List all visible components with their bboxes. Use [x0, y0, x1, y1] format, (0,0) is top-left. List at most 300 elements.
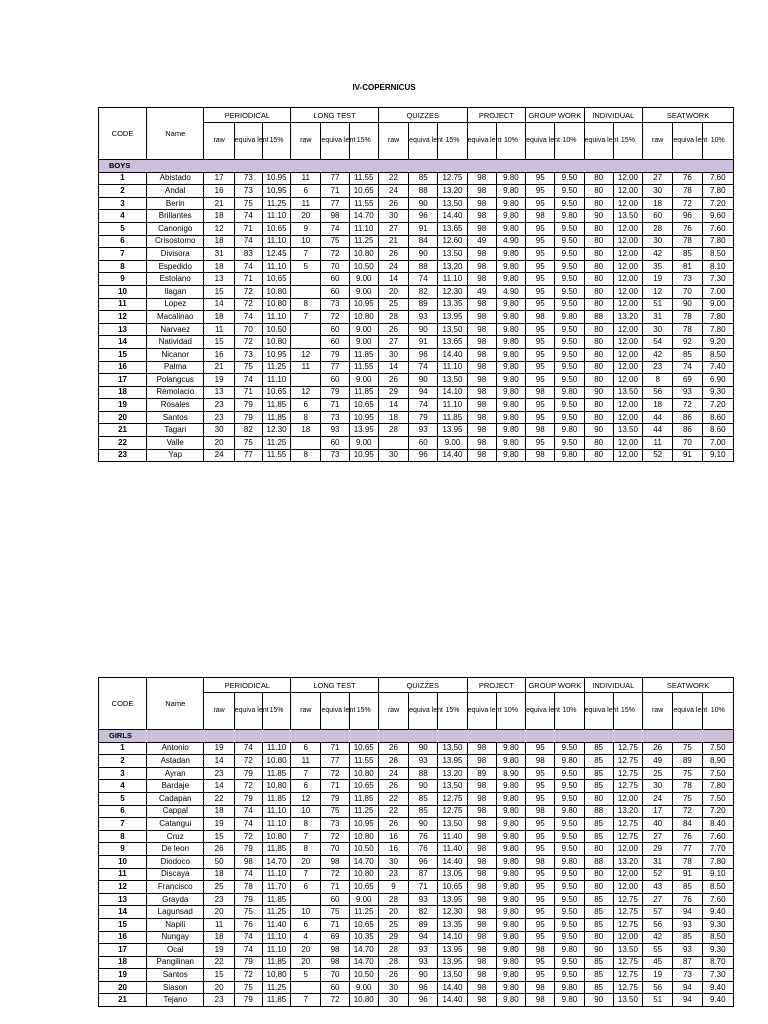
score-cell: 10.65	[262, 273, 290, 286]
score-cell: 95	[526, 881, 555, 894]
score-cell: 85	[584, 830, 613, 843]
score-cell: 98	[321, 956, 349, 969]
score-cell: 30	[378, 855, 408, 868]
score-cell: 20	[291, 944, 321, 957]
student-name: Nungay	[147, 931, 204, 944]
score-cell: 10.95	[349, 298, 378, 311]
score-cell: 11.40	[438, 830, 467, 843]
score-cell: 95	[526, 348, 555, 361]
score-cell: 9.80	[555, 386, 584, 399]
score-cell: 71	[321, 918, 349, 931]
score-cell: 71	[321, 185, 349, 198]
score-cell: 76	[673, 222, 702, 235]
score-cell: 93	[409, 755, 438, 768]
score-cell: 80	[584, 931, 613, 944]
score-cell: 9.80	[555, 805, 584, 818]
student-code: 1	[99, 742, 147, 755]
score-cell: 11.10	[262, 260, 290, 273]
score-cell: 12.00	[613, 197, 642, 210]
score-cell: 51	[643, 298, 673, 311]
score-cell: 9.80	[555, 944, 584, 957]
table-row	[99, 780, 734, 793]
score-cell: 95	[526, 830, 555, 843]
student-code: 5	[99, 222, 147, 235]
score-cell: 27	[643, 893, 673, 906]
score-cell: 13	[204, 273, 234, 286]
score-cell: 16	[204, 185, 234, 198]
score-cell: 12.75	[613, 755, 642, 768]
student-code: 15	[99, 918, 147, 931]
score-cell: 13.50	[438, 197, 467, 210]
score-cell: 9	[291, 222, 321, 235]
score-cell: 95	[526, 197, 555, 210]
score-cell: 21	[378, 235, 408, 248]
score-cell: 26	[378, 969, 408, 982]
student-code: 12	[99, 311, 147, 324]
score-cell: 18	[204, 311, 234, 324]
score-cell: 9.80	[555, 755, 584, 768]
score-cell: 9.80	[496, 855, 525, 868]
score-cell: 95	[526, 248, 555, 261]
sub-header: 10%	[496, 123, 525, 160]
score-cell: 80	[584, 260, 613, 273]
score-cell: 98	[467, 780, 496, 793]
score-cell: 9.50	[555, 348, 584, 361]
score-cell: 78	[673, 323, 702, 336]
score-cell: 13.50	[613, 944, 642, 957]
score-cell: 95	[526, 298, 555, 311]
student-name: Siason	[147, 981, 204, 994]
score-cell: 12.30	[438, 906, 467, 919]
periodical-header: PERIODICAL	[204, 108, 291, 123]
score-cell: 11.10	[262, 805, 290, 818]
score-cell: 12.00	[613, 273, 642, 286]
score-cell: 8	[643, 374, 673, 387]
sub-header: equiva lent	[673, 693, 702, 730]
score-cell: 18	[291, 424, 321, 437]
score-cell: 9.50	[555, 906, 584, 919]
student-name: Espedido	[147, 260, 204, 273]
score-cell: 94	[673, 906, 702, 919]
score-cell: 12.00	[613, 437, 642, 450]
table-row	[99, 336, 734, 349]
score-cell: 9.00	[349, 323, 378, 336]
score-cell: 98	[467, 843, 496, 856]
score-cell: 75	[673, 742, 702, 755]
score-cell: 74	[409, 361, 438, 374]
score-cell: 12.75	[438, 792, 467, 805]
score-cell: 30	[643, 235, 673, 248]
score-cell: 18	[204, 931, 234, 944]
score-cell: 13.50	[438, 374, 467, 387]
score-cell: 79	[321, 386, 349, 399]
student-name: Astadan	[147, 755, 204, 768]
score-cell: 26	[378, 248, 408, 261]
score-cell: 85	[673, 881, 702, 894]
score-cell: 19	[643, 273, 673, 286]
score-cell: 25	[378, 918, 408, 931]
score-cell: 70	[234, 323, 262, 336]
score-cell: 90	[409, 374, 438, 387]
table-row	[99, 248, 734, 261]
score-cell: 9.80	[496, 994, 525, 1007]
student-name: Napili	[147, 918, 204, 931]
score-cell: 11.85	[438, 411, 467, 424]
score-cell: 98	[526, 755, 555, 768]
score-cell	[291, 285, 321, 298]
score-cell: 4	[291, 931, 321, 944]
score-cell: 80	[584, 273, 613, 286]
score-cell: 16	[378, 830, 408, 843]
score-cell: 9.50	[555, 374, 584, 387]
score-cell: 10.80	[262, 969, 290, 982]
score-cell: 14.70	[349, 956, 378, 969]
score-cell: 10.80	[262, 285, 290, 298]
score-cell: 12.00	[613, 411, 642, 424]
score-cell: 12.00	[613, 348, 642, 361]
score-cell: 98	[526, 855, 555, 868]
score-cell: 98	[321, 944, 349, 957]
score-cell: 11.10	[262, 311, 290, 324]
table-row	[99, 767, 734, 780]
score-cell: 13.95	[438, 424, 467, 437]
score-cell: 74	[673, 361, 702, 374]
table-row	[99, 285, 734, 298]
score-cell: 72	[234, 336, 262, 349]
score-cell: 23	[378, 868, 408, 881]
score-cell: 31	[643, 855, 673, 868]
score-cell: 80	[584, 348, 613, 361]
score-cell: 76	[673, 893, 702, 906]
score-cell: 9.50	[555, 399, 584, 412]
score-cell: 85	[584, 906, 613, 919]
score-cell: 76	[409, 830, 438, 843]
score-cell: 9	[378, 881, 408, 894]
score-cell: 7.20	[702, 399, 733, 412]
sub-header: 10%	[555, 693, 584, 730]
score-cell: 98	[467, 260, 496, 273]
score-cell: 81	[673, 260, 702, 273]
score-cell: 19	[204, 818, 234, 831]
score-cell: 12.30	[262, 424, 290, 437]
score-cell: 9.80	[496, 755, 525, 768]
score-cell: 23	[204, 767, 234, 780]
score-cell: 12	[204, 222, 234, 235]
score-cell: 9.50	[555, 197, 584, 210]
score-cell: 7	[291, 248, 321, 261]
score-cell: 9.80	[496, 843, 525, 856]
score-cell: 79	[234, 767, 262, 780]
section-label: BOYS	[99, 160, 734, 173]
score-cell: 12.75	[438, 805, 467, 818]
student-code: 1	[99, 172, 147, 185]
score-cell: 80	[584, 843, 613, 856]
score-cell: 11.40	[262, 918, 290, 931]
score-cell: 98	[467, 323, 496, 336]
score-cell: 98	[467, 172, 496, 185]
score-cell: 69	[321, 931, 349, 944]
score-cell: 9.00	[349, 273, 378, 286]
score-cell: 60	[321, 374, 349, 387]
score-cell: 88	[584, 311, 613, 324]
score-cell: 30	[643, 185, 673, 198]
score-cell: 9.00	[349, 437, 378, 450]
score-cell: 93	[409, 944, 438, 957]
score-cell: 95	[526, 235, 555, 248]
sub-header: equiva lent	[584, 123, 613, 160]
page-title: IV-COPERNICUS	[352, 83, 416, 92]
score-cell: 30	[378, 994, 408, 1007]
score-cell: 9.60	[702, 210, 733, 223]
score-cell: 78	[673, 780, 702, 793]
score-cell: 56	[643, 386, 673, 399]
student-code: 6	[99, 235, 147, 248]
score-cell: 74	[234, 235, 262, 248]
score-cell: 9.30	[702, 386, 733, 399]
score-cell: 11.85	[262, 411, 290, 424]
score-cell: 9.80	[496, 906, 525, 919]
student-name: Lagunsad	[147, 906, 204, 919]
score-cell: 73	[321, 818, 349, 831]
score-cell: 12.00	[613, 374, 642, 387]
score-cell: 7.30	[702, 969, 733, 982]
score-cell: 9.80	[496, 260, 525, 273]
score-cell: 7.00	[702, 285, 733, 298]
sub-header: equiva lent	[673, 123, 702, 160]
score-cell: 12.75	[613, 818, 642, 831]
score-cell: 96	[409, 981, 438, 994]
student-name: Divisora	[147, 248, 204, 261]
score-cell: 78	[673, 185, 702, 198]
student-name: Valle	[147, 437, 204, 450]
score-cell: 10.50	[349, 969, 378, 982]
score-cell: 25	[643, 767, 673, 780]
score-cell: 11.10	[262, 210, 290, 223]
score-cell: 11.10	[262, 944, 290, 957]
score-cell: 11.85	[349, 348, 378, 361]
score-cell: 13.95	[438, 944, 467, 957]
sub-header: raw	[291, 693, 321, 730]
score-cell: 9.80	[496, 374, 525, 387]
score-cell: 96	[409, 449, 438, 462]
score-cell: 6	[291, 881, 321, 894]
score-cell: 30	[378, 348, 408, 361]
score-cell: 12.00	[613, 361, 642, 374]
score-cell: 93	[409, 311, 438, 324]
table-row	[99, 172, 734, 185]
score-cell: 12	[643, 285, 673, 298]
table-row	[99, 437, 734, 450]
table-row	[99, 918, 734, 931]
score-cell: 74	[234, 931, 262, 944]
table-row	[99, 818, 734, 831]
student-code: 12	[99, 881, 147, 894]
score-cell: 9.80	[496, 311, 525, 324]
score-cell: 8	[291, 411, 321, 424]
score-cell: 10.95	[262, 172, 290, 185]
score-cell: 11.55	[349, 172, 378, 185]
score-cell: 10.80	[262, 755, 290, 768]
score-cell: 15	[204, 285, 234, 298]
score-cell: 9.50	[555, 437, 584, 450]
name-header: Name	[147, 108, 204, 160]
score-cell: 74	[234, 210, 262, 223]
score-cell: 13.50	[438, 780, 467, 793]
table-row	[99, 742, 734, 755]
student-code: 4	[99, 210, 147, 223]
score-cell: 9.40	[702, 981, 733, 994]
score-cell: 9.00	[702, 298, 733, 311]
score-cell: 10.35	[349, 931, 378, 944]
score-cell: 10.80	[262, 298, 290, 311]
score-cell: 8.70	[702, 956, 733, 969]
score-cell: 10.80	[349, 830, 378, 843]
student-name: Berin	[147, 197, 204, 210]
score-cell: 7.30	[702, 273, 733, 286]
score-cell: 80	[584, 437, 613, 450]
student-name: Brillantes	[147, 210, 204, 223]
seatwork-header: SEATWORK	[643, 108, 734, 123]
student-code: 13	[99, 323, 147, 336]
score-cell: 98	[321, 210, 349, 223]
score-cell: 24	[378, 260, 408, 273]
score-cell: 93	[409, 893, 438, 906]
score-cell: 85	[409, 172, 438, 185]
table-row	[99, 386, 734, 399]
score-cell: 94	[409, 931, 438, 944]
score-cell: 13.95	[438, 755, 467, 768]
score-cell: 4.90	[496, 285, 525, 298]
score-cell: 98	[321, 855, 349, 868]
score-cell: 11.10	[262, 235, 290, 248]
student-code: 19	[99, 399, 147, 412]
long-test-header: LONG TEST	[291, 678, 379, 693]
score-cell: 14	[204, 298, 234, 311]
score-cell: 80	[584, 411, 613, 424]
student-code: 8	[99, 830, 147, 843]
student-code: 15	[99, 348, 147, 361]
score-cell: 6.90	[702, 374, 733, 387]
score-cell: 98	[467, 755, 496, 768]
score-cell: 75	[321, 235, 349, 248]
score-cell: 98	[467, 855, 496, 868]
score-cell: 98	[467, 881, 496, 894]
score-cell: 74	[234, 374, 262, 387]
project-header: PROJECT	[467, 678, 525, 693]
score-cell: 70	[673, 437, 702, 450]
score-cell: 78	[234, 881, 262, 894]
student-code: 21	[99, 994, 147, 1007]
score-cell: 98	[467, 969, 496, 982]
score-cell: 50	[204, 855, 234, 868]
table-row	[99, 931, 734, 944]
score-cell: 80	[584, 172, 613, 185]
score-cell: 60	[409, 437, 438, 450]
score-cell: 9.50	[555, 235, 584, 248]
score-cell: 9.80	[496, 449, 525, 462]
score-cell	[291, 893, 321, 906]
score-cell: 85	[584, 893, 613, 906]
score-cell: 80	[584, 185, 613, 198]
score-cell: 9.80	[496, 361, 525, 374]
score-cell: 74	[409, 399, 438, 412]
score-cell: 10	[291, 906, 321, 919]
score-cell: 85	[584, 956, 613, 969]
section-row	[99, 160, 734, 173]
student-name: Cappal	[147, 805, 204, 818]
score-cell: 7.00	[702, 437, 733, 450]
score-cell: 87	[409, 868, 438, 881]
score-cell: 12.00	[613, 172, 642, 185]
table-row	[99, 197, 734, 210]
score-cell: 96	[409, 348, 438, 361]
score-cell: 11.10	[349, 222, 378, 235]
score-cell: 9.80	[496, 792, 525, 805]
table-row	[99, 969, 734, 982]
table-row	[99, 424, 734, 437]
score-cell: 76	[673, 830, 702, 843]
group-work-header: GROUP WORK	[526, 108, 584, 123]
score-cell: 13.35	[438, 298, 467, 311]
score-cell: 82	[234, 424, 262, 437]
quizzes-header: QUIZZES	[378, 678, 467, 693]
score-cell: 71	[321, 399, 349, 412]
student-name: Bardaje	[147, 780, 204, 793]
sub-header: equiva lent	[321, 693, 349, 730]
score-cell: 98	[467, 742, 496, 755]
score-cell: 95	[526, 172, 555, 185]
score-cell: 12.00	[613, 881, 642, 894]
score-cell: 80	[584, 222, 613, 235]
score-cell: 12.00	[613, 235, 642, 248]
score-cell: 73	[673, 969, 702, 982]
score-cell: 7.40	[702, 361, 733, 374]
score-cell: 98	[467, 374, 496, 387]
section-row	[99, 730, 734, 743]
table-row	[99, 994, 734, 1007]
score-cell: 13.35	[438, 918, 467, 931]
score-cell: 98	[526, 994, 555, 1007]
score-cell: 7	[291, 868, 321, 881]
score-cell: 9.50	[555, 336, 584, 349]
score-cell: 8	[291, 449, 321, 462]
sub-header: 15%	[613, 123, 642, 160]
sub-header: 10%	[496, 693, 525, 730]
score-cell: 7.60	[702, 893, 733, 906]
score-cell: 15	[204, 969, 234, 982]
score-cell: 12.75	[613, 981, 642, 994]
score-cell: 9.00	[349, 285, 378, 298]
score-cell: 22	[204, 792, 234, 805]
score-cell: 79	[234, 792, 262, 805]
sub-header: raw	[204, 123, 234, 160]
score-cell: 5	[291, 260, 321, 273]
student-name: Cruz	[147, 830, 204, 843]
score-cell: 11.25	[349, 805, 378, 818]
score-cell: 96	[673, 210, 702, 223]
score-cell: 10.65	[438, 881, 467, 894]
score-cell: 98	[467, 981, 496, 994]
score-cell: 98	[467, 386, 496, 399]
student-name: Tejano	[147, 994, 204, 1007]
score-cell: 10.50	[262, 323, 290, 336]
score-cell: 72	[673, 399, 702, 412]
score-cell: 24	[378, 185, 408, 198]
score-cell: 91	[409, 336, 438, 349]
score-cell: 98	[467, 944, 496, 957]
score-cell: 9.80	[496, 780, 525, 793]
score-cell: 60	[321, 893, 349, 906]
